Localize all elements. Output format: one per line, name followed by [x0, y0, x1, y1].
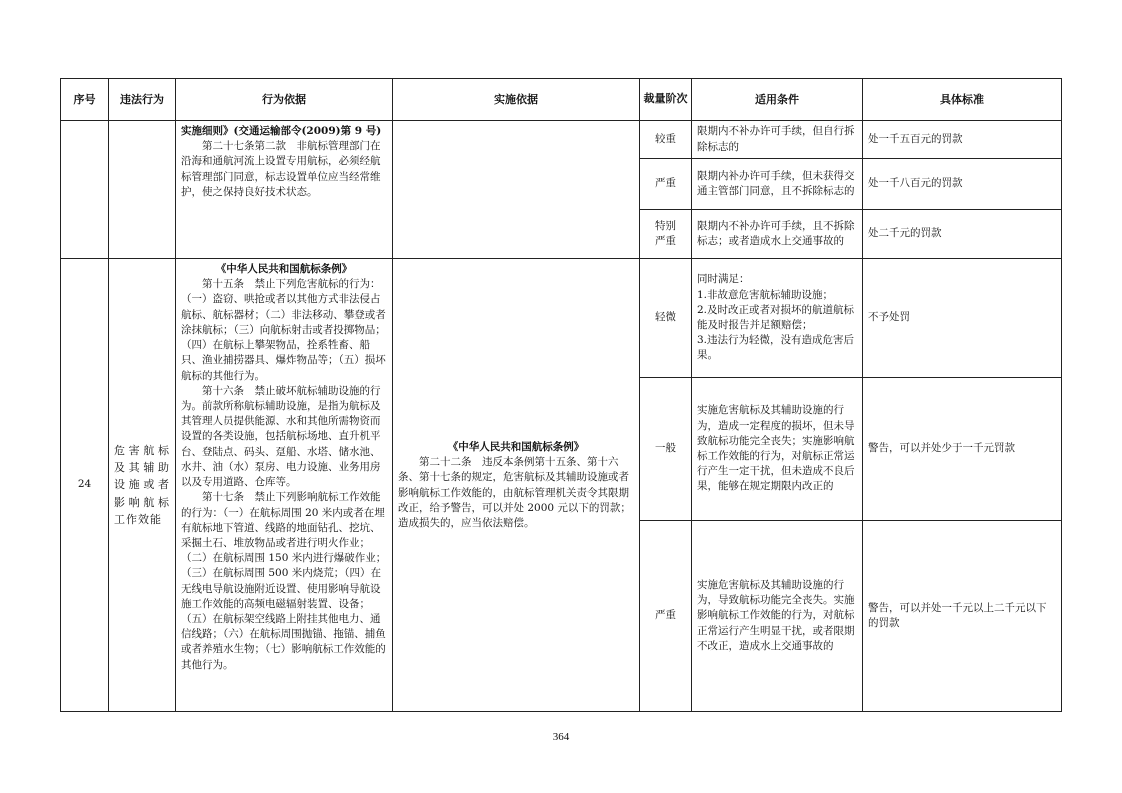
condition-line: 3.违法行为轻微，没有造成危害后果。: [697, 334, 855, 362]
level-cell: 较重: [640, 121, 692, 159]
basis-article-15: 第十五条 禁止下列危害航标的行为：（一）盗窃、哄抢或者以其他方式非法侵占航标、航标器材；（二）非法移动、攀登或者涂抹航标；（三）向航标射击或者投掷物品；（四）在航标上攀架物品，拴系牲畜、船只、渔业捕捞器具、爆炸物品等；（五）损坏航标的其他行为。: [181, 278, 386, 382]
standard-cell: 处二千元的罚款: [863, 210, 1062, 259]
impl-basis-cell-empty: [393, 121, 640, 259]
level-cell: 严重: [640, 521, 692, 712]
basis-article-16: 第十六条 禁止破坏航标辅助设施的行为。前款所称航标辅助设施，是指为航标及其管理人员提供能源、水和其他所需物资而设置的各类设施，包括航标场地、直升机平台、登陆点、码头、趸船、水塔、储水池、水井、油（水）泵房、电力设施、业务用房以及专用道路、仓库等。: [181, 384, 381, 489]
header-violation: 违法行为: [109, 79, 176, 121]
condition-line: 同时满足：: [697, 273, 750, 286]
violation-cell: 危害航标及其辅助设施或者影响航标工作效能: [109, 259, 176, 712]
level-cell: 一般: [640, 378, 692, 521]
condition-line: 1.非故意危害航标辅助设施；: [697, 288, 834, 301]
impl-article-22: 第二十二条 违反本条例第十五条、第十六条、第十七条的规定，危害航标及其辅助设施或者影响航标工作效能的，由航标管理机关责令其限期改正，给予警告，可以并处 2000 元以下的罚款；造成损失的，应当依法赔偿。: [398, 456, 631, 529]
seq-cell: 24: [61, 259, 109, 712]
condition-cell: [692, 259, 863, 378]
impl-basis-cell: [393, 259, 640, 712]
table-row: [61, 259, 1062, 378]
page-number: 364: [552, 731, 570, 743]
basis-title: 《中华人民共和国航标条例》: [215, 263, 353, 275]
header-discretion: 裁量阶次: [640, 79, 692, 121]
condition-cell: 实施危害航标及其辅助设施的行为，导致航标功能完全丧失。实施影响航标工作效能的行为，对航标正常运行产生明显干扰，或者限期不改正，造成水上交通事故的: [692, 521, 863, 712]
condition-cell: 限期内不补办许可手续，但自行拆除标志的: [692, 121, 863, 159]
condition-cell: 限期内补办许可手续，但未获得交通主管部门同意，且不拆除标志的: [692, 159, 863, 210]
level-cell: 轻微: [640, 259, 692, 378]
standard-cell: 警告，可以并处一千元以上二千元以下的罚款: [863, 521, 1062, 712]
basis-paragraph: 第二十七条第二款 非航标管理部门在沿海和通航河流上设置专用航标，必须经航标管理部门同意，标志设置单位应当经常维护，使之保持良好技术状态。: [181, 140, 381, 198]
condition-cell: 限期内不补办许可手续，且不拆除标志；或者造成水上交通事故的: [692, 210, 863, 259]
header-seq: 序号: [61, 79, 109, 121]
impl-title: 《中华人民共和国航标条例》: [447, 440, 585, 453]
table-header-row: [61, 79, 1062, 121]
basis-article-17: 第十七条 禁止下列影响航标工作效能的行为：（一）在航标周围 20 米内或者在埋有航标地下管道、线路的地面钻孔、挖坑、采掘土石、堆放物品或者进行明火作业；（二）在航标周围 150 米内进行爆破作业；（三）在航标周围 500 米内烧荒；（四）在无线电导航设施附近设置、使用影响导航设施工作效能的高频电磁辐射装置、设备；（五）在航标架空线路上附挂其他电力、通信线路；（六）在航标周围抛锚、拖锚、捕鱼或者养殖水生物；（七）影响航标工作效能的其他行为。: [181, 491, 387, 671]
header-impl-basis: 实施依据: [393, 79, 640, 121]
condition-line: 2.及时改正或者对损坏的航道航标能及时报告并足额赔偿；: [697, 303, 855, 331]
violation-cell-empty: [109, 121, 176, 259]
table-row: [61, 121, 1062, 159]
header-legal-basis: 行为依据: [176, 79, 393, 121]
standard-cell: 警告，可以并处少于一千元罚款: [863, 378, 1062, 521]
header-condition: 适用条件: [692, 79, 863, 121]
level-cell: 严重: [640, 159, 692, 210]
penalty-standards-table: [60, 78, 1062, 712]
header-standard: 具体标准: [863, 79, 1062, 121]
basis-bold-text: 实施细则》(交通运输部令(2009)第 9 号): [181, 125, 382, 137]
level-cell: 特别严重: [640, 210, 692, 259]
standard-cell: 不予处罚: [863, 259, 1062, 378]
seq-cell-empty: [61, 121, 109, 259]
standard-cell: 处一千八百元的罚款: [863, 159, 1062, 210]
legal-basis-cell: [176, 259, 393, 712]
legal-basis-cell: [176, 121, 393, 259]
condition-cell: 实施危害航标及其辅助设施的行为，造成一定程度的损坏，但未导致航标功能完全丧失；实施影响航标工作效能的行为，对航标正常运行产生一定干扰，但未造成不良后果，能够在规定期限内改正的: [692, 378, 863, 521]
standard-cell: 处一千五百元的罚款: [863, 121, 1062, 159]
